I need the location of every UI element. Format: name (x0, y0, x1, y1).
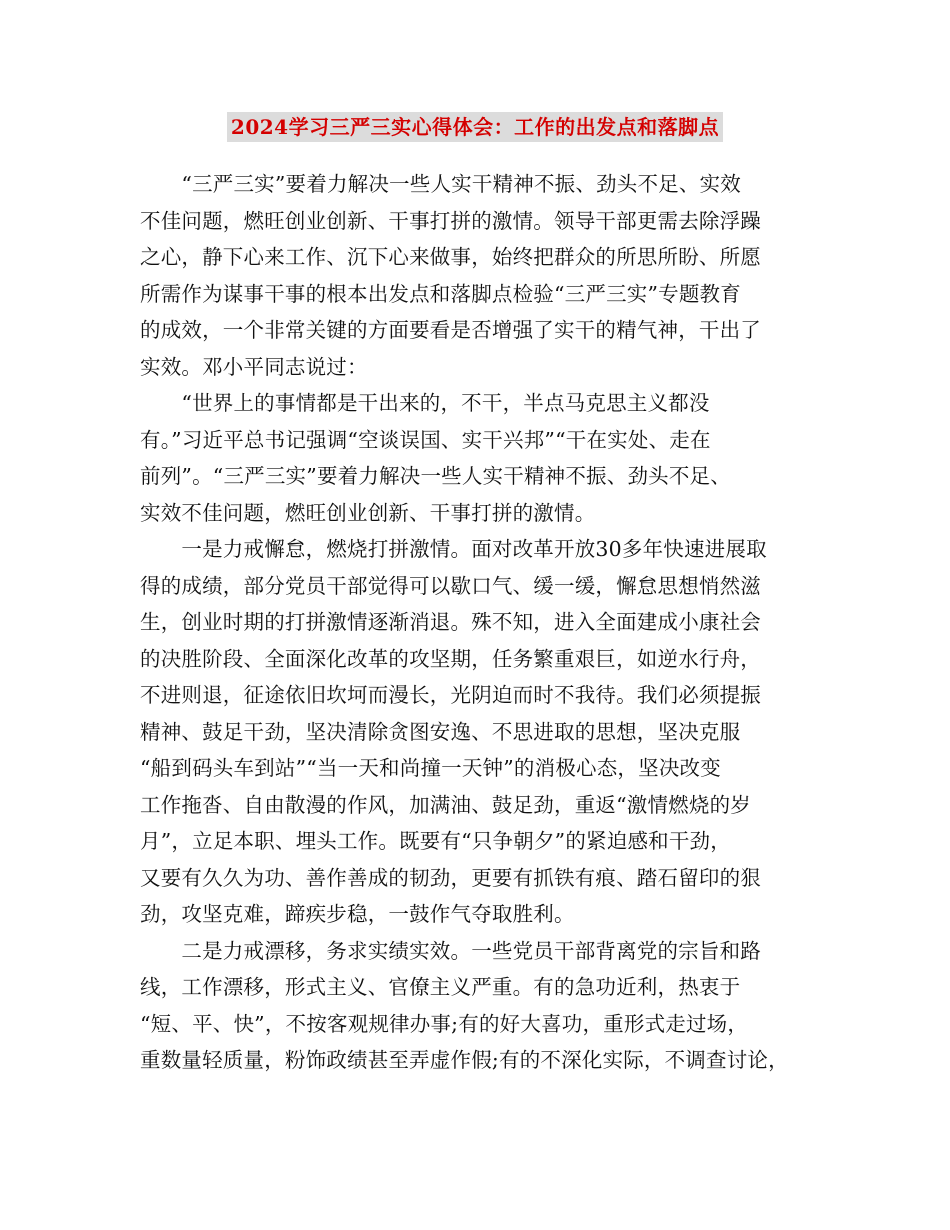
text-line: 月”，立足本职、埋头工作。既要有“只争朝夕”的紧迫感和干劲， (140, 829, 731, 853)
text-line: “船到码头车到站”“当一天和尚撞一天钟”的消极心态，坚决改变 (140, 756, 721, 780)
text-line: 精神、鼓足干劲，坚决清除贪图安逸、不思进取的思想，坚决克服 (140, 719, 741, 744)
text-line: 实效不佳问题，燃旺创业创新、干事打拼的激情。 (140, 500, 596, 525)
text-line: 一是力戒懈怠，燃烧打拼激情。面对改革开放30多年快速进展取 (140, 537, 767, 561)
text-line: “三严三实”要着力解决一些人实干精神不振、劲头不足、实效 (140, 172, 741, 196)
text-line: 线，工作漂移，形式主义、官僚主义严重。有的急功近利，热衷于 (140, 975, 741, 999)
text-line: 的成效，一个非常关键的方面要看是否增强了实干的精气神，干出了 (140, 318, 761, 342)
text-line: 不进则退，征途依旧坎坷而漫长，光阴迫而时不我待。我们必须提振 (140, 683, 761, 707)
text-line: 得的成绩，部分党员干部觉得可以歇口气、缓一缓，懈怠思想悄然滋 (140, 573, 761, 598)
document-title: 2024学习三严三实心得体会：工作的出发点和落脚点 (227, 112, 723, 142)
text-line: 实效。邓小平同志说过： (140, 354, 368, 379)
text-line: 所需作为谋事干事的根本出发点和落脚点检验“三严三实”专题教育 (140, 281, 741, 306)
text-line: “世界上的事情都是干出来的，不干，半点马克思主义都没 (140, 391, 710, 415)
title-container (0, 112, 950, 142)
text-line: 不佳问题，燃旺创业创新、干事打拼的激情。领导干部更需去除浮躁 (140, 208, 761, 233)
text-line: 劲，攻坚克难，蹄疾步稳，一鼓作气夺取胜利。 (140, 902, 575, 926)
text-line: 二是力戒漂移，务求实绩实效。一些党员干部背离党的宗旨和路 (140, 938, 761, 963)
text-line: “短、平、快”，不按客观规律办事;有的好大喜功，重形式走过场， (140, 1011, 749, 1036)
text-line: 前列”。“三严三实”要着力解决一些人实干精神不振、劲头不足、 (140, 464, 731, 488)
text-line: 有。”习近平总书记强调“空谈误国、实干兴邦”“干在实处、走在 (140, 427, 711, 452)
document-body (140, 166, 816, 1079)
text-line: 之心，静下心来工作、沉下心来做事，始终把群众的所思所盼、所愿 (140, 245, 761, 269)
text-line: 的决胜阶段、全面深化改革的攻坚期，任务繁重艰巨，如逆水行舟， (140, 646, 761, 671)
text-line: 重数量轻质量，粉饰政绩甚至弄虚作假;有的不深化实际，不调查讨论， (140, 1048, 789, 1072)
text-line: 生，创业时期的打拼激情逐渐消退。殊不知，进入全面建成小康社会 (140, 610, 761, 634)
text-line: 工作拖沓、自由散漫的作风，加满油、鼓足劲，重返“激情燃烧的岁 (140, 792, 751, 817)
text-line: 又要有久久为功、善作善成的韧劲，更要有抓铁有痕、踏石留印的狠 (140, 865, 761, 890)
